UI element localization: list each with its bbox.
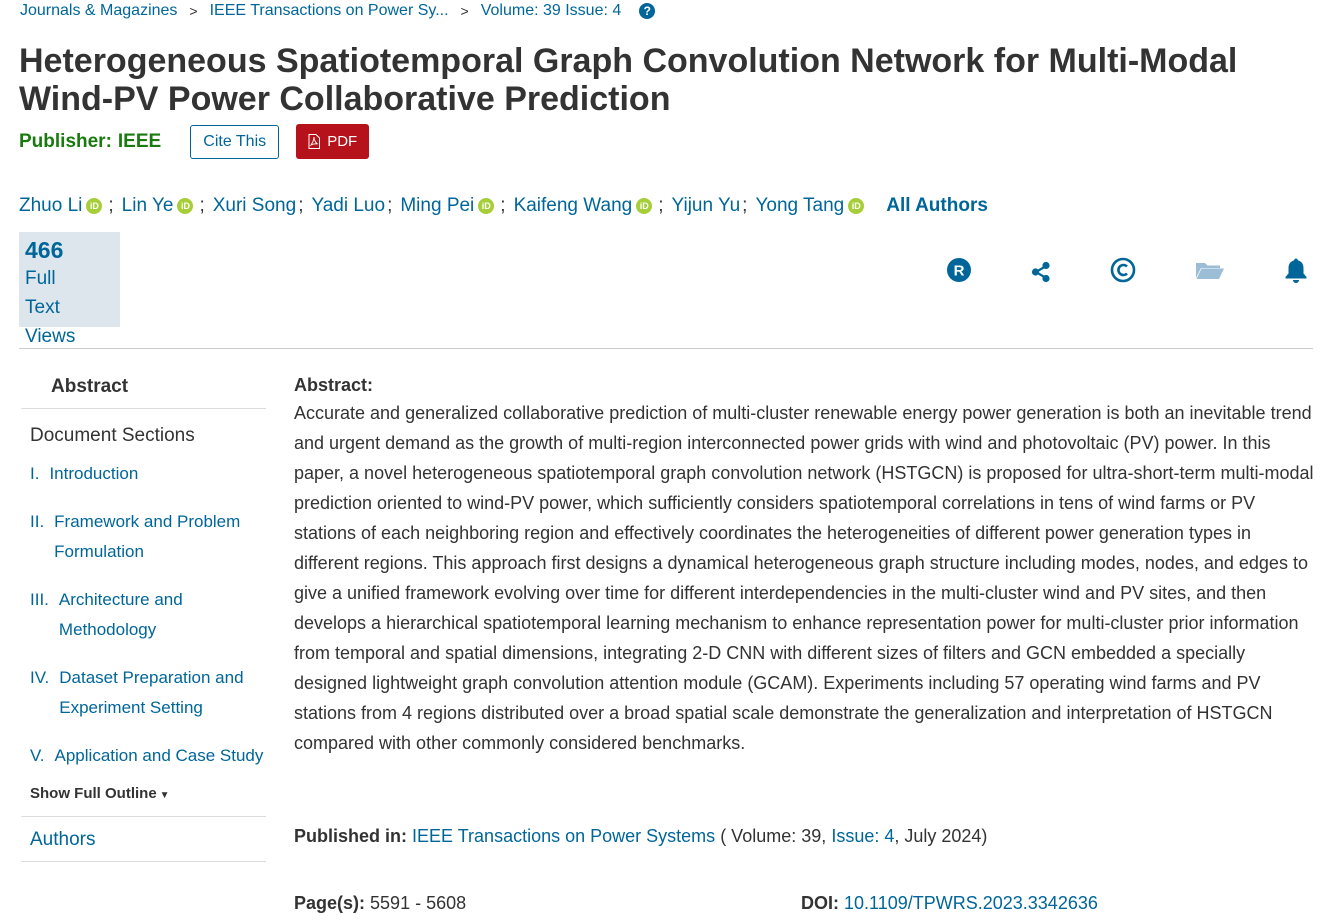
show-outline-label: Show Full Outline (30, 785, 157, 802)
author-list (19, 195, 988, 217)
author-name: Ming Pei (400, 195, 475, 216)
author-separator: ; (108, 195, 114, 216)
pages-value: 5591 - 5608 (370, 893, 467, 913)
publisher-value: IEEE (117, 130, 162, 152)
bell-icon[interactable] (1282, 256, 1310, 284)
author-separator: ; (199, 195, 205, 216)
author-link[interactable] (19, 195, 102, 217)
views-label-line2: Text Views (25, 297, 76, 347)
help-icon[interactable]: ? (639, 3, 655, 19)
section-title: Introduction (49, 464, 139, 483)
doi-label: DOI: (801, 893, 839, 913)
author-link[interactable] (514, 195, 653, 217)
author-link[interactable] (122, 195, 194, 217)
sidebar-item-introduction[interactable] (21, 453, 266, 501)
doi-info (801, 893, 1098, 914)
breadcrumb-separator: > (460, 3, 469, 19)
cite-this-button[interactable]: Cite This (190, 125, 279, 159)
abstract-section (294, 372, 1314, 758)
issue-label: Issue: (831, 826, 880, 846)
section-number: IV. (30, 668, 50, 687)
orcid-icon[interactable]: iD (848, 198, 864, 214)
volume-label: ( Volume: (720, 826, 797, 846)
all-authors-link[interactable]: All Authors (886, 195, 988, 216)
views-label-line1: Full (25, 268, 56, 289)
full-text-views-metric[interactable] (19, 232, 120, 347)
orcid-icon[interactable]: iD (86, 198, 102, 214)
publisher-label: Publisher: (19, 130, 112, 152)
author-separator: ; (742, 195, 748, 216)
doi-link[interactable]: 10.1109/TPWRS.2023.3342636 (844, 893, 1098, 913)
pages-label: Page(s): (294, 893, 366, 913)
sidebar-item-architecture[interactable] (21, 579, 266, 657)
issue-value: 4 (884, 826, 895, 846)
author-name: Yijun Yu (671, 195, 741, 216)
publisher (19, 131, 161, 153)
author-name: Xuri Song (212, 195, 297, 216)
folder-icon[interactable] (1195, 256, 1225, 284)
document-sections-heading: Document Sections (30, 425, 195, 446)
article-title: Heterogeneous Spatiotemporal Graph Convolution Network for Multi-Modal Wind-PV Power Collaborative Prediction (19, 42, 1238, 118)
author-name: Kaifeng Wang (513, 195, 633, 216)
share-icon[interactable] (1027, 256, 1055, 284)
section-title: Architecture and Methodology (58, 590, 183, 639)
breadcrumb-issue[interactable]: Volume: 39 Issue: 4 (480, 2, 622, 19)
breadcrumb-journal[interactable]: IEEE Transactions on Power Sy... (209, 2, 449, 19)
orcid-icon[interactable]: iD (177, 198, 193, 214)
author-separator: ; (387, 195, 393, 216)
published-in (294, 826, 987, 847)
copyright-icon[interactable] (1109, 256, 1137, 284)
orcid-icon[interactable]: iD (636, 198, 652, 214)
breadcrumb-journals[interactable]: Journals & Magazines (20, 2, 178, 19)
author-link[interactable] (755, 195, 864, 217)
author-name: Zhuo Li (19, 195, 83, 216)
pdf-icon (308, 134, 320, 149)
svg-text:R: R (953, 262, 965, 280)
pdf-label: PDF (327, 133, 358, 150)
pdf-button[interactable] (296, 124, 369, 159)
published-in-label: Published in: (294, 826, 408, 846)
section-title: Framework and Problem Formulation (54, 512, 241, 561)
author-link[interactable] (213, 195, 296, 217)
author-separator: ; (298, 195, 304, 216)
section-divider (19, 348, 1313, 349)
author-name: Yadi Luo (311, 195, 386, 216)
sidebar-item-application[interactable] (21, 735, 266, 783)
volume-comma: , (821, 826, 827, 846)
show-full-outline-button[interactable] (21, 783, 266, 816)
section-number: II. (30, 512, 45, 531)
publisher-row (19, 124, 369, 159)
author-name: Lin Ye (121, 195, 174, 216)
abstract-text: Accurate and generalized collaborative prediction of multi-cluster renewable energy power generation is both an inevitable trend and urgent demand as the growth of multi-region interconnected power grids with wind and photovoltaic (PV) power. In this paper, a novel heterogeneous spatiotemporal graph convolution network (HSTGCN) is proposed for ultra-short-term multi-modal prediction oriented to wind-PV power, which sufficiently considers spatiotemporal correlations in tens of wind farms or PV stations of each neighboring region and effectively coordinates the heterogeneities of different power generation types in different regions. This approach first designs a dynamical heterogeneous graph structure including modes, nodes, and edges to give a unified framework evolving over time for different interdependencies in the multi-cluster wind and PV sites, and then develops a hierarchical spatiotemporal learning mechanism to enhance representation power for multi-cluster prior information from temporal and spatial dimensions, integrating 2-D CNN with different sizes of filters and GCN embedded a specially designed lightweight graph convolution attention module (GCAM). Experiments including 57 operating wind farms and PV stations from 4 regions distributed over a broad spatial scale demonstrate the generalization and interpretation of HSTGCN compared with other commonly considered benchmarks. (294, 403, 1314, 753)
author-link[interactable] (672, 195, 741, 217)
breadcrumb (20, 2, 655, 20)
breadcrumb-separator: > (189, 3, 198, 19)
author-link[interactable] (311, 195, 385, 217)
issue-link[interactable] (831, 826, 894, 846)
publication-date: , July 2024) (894, 826, 988, 846)
sidebar-item-framework[interactable] (21, 501, 266, 579)
document-sections-sidebar (21, 366, 266, 862)
section-number: V. (30, 746, 45, 765)
sidebar-item-dataset[interactable] (21, 657, 266, 735)
journal-link[interactable]: IEEE Transactions on Power Systems (412, 826, 716, 846)
section-title: Dataset Preparation and Experiment Setting (59, 668, 244, 717)
sidebar-item-authors[interactable]: Authors (21, 816, 266, 862)
volume-value: 39 (801, 826, 822, 846)
section-number: I. (30, 464, 40, 483)
author-name: Yong Tang (755, 195, 845, 216)
section-number: III. (30, 590, 49, 609)
abstract-label: Abstract: (294, 375, 374, 395)
sidebar-abstract[interactable]: Abstract (21, 366, 266, 409)
author-link[interactable] (400, 195, 494, 217)
section-title: Application and Case Study (54, 746, 264, 765)
views-count: 466 (25, 237, 64, 263)
pages-info (294, 893, 466, 914)
author-separator: ; (658, 195, 664, 216)
caret-down-icon: ▼ (159, 790, 170, 801)
orcid-icon[interactable]: iD (478, 198, 494, 214)
rights-link-icon[interactable] (945, 256, 973, 284)
author-separator: ; (500, 195, 506, 216)
